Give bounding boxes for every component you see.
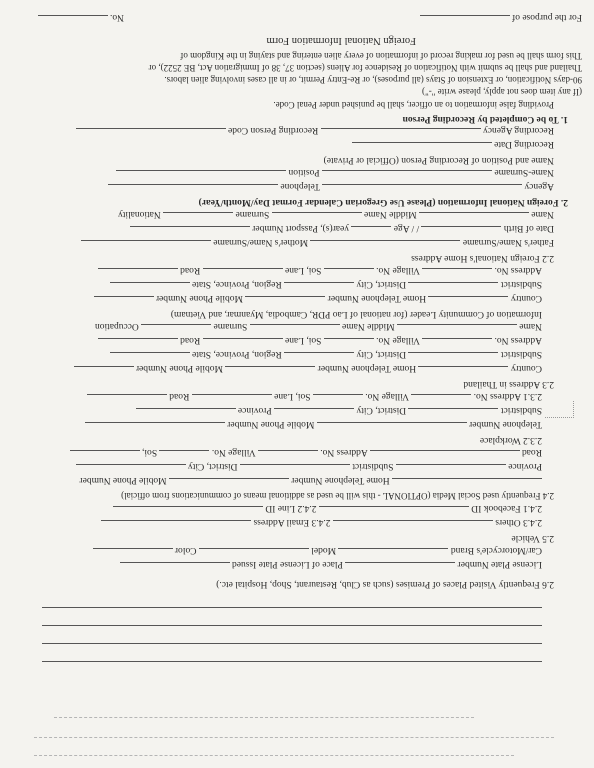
recording-agency-field[interactable] bbox=[321, 128, 481, 138]
mobile-field[interactable] bbox=[94, 296, 154, 306]
leader-district-city-label: District, City bbox=[356, 349, 407, 359]
leader-middle-name-field[interactable] bbox=[250, 324, 340, 334]
purpose-blank[interactable] bbox=[420, 15, 510, 25]
workplace-province-label: Province bbox=[508, 461, 542, 471]
thailand-district-row bbox=[136, 404, 542, 418]
workplace-province-field[interactable] bbox=[396, 464, 506, 474]
workplace-address-no-field[interactable] bbox=[258, 450, 318, 460]
workplace-soi-label: Soi, bbox=[142, 447, 158, 457]
leader-surname-field[interactable] bbox=[141, 324, 211, 334]
mother-label: Mother's Name/Surname bbox=[213, 237, 309, 247]
nationality-label: Nationality bbox=[118, 209, 161, 219]
thailand-telephone-row bbox=[85, 418, 542, 432]
leader-occupation-label: Occupation bbox=[94, 321, 139, 331]
country-field[interactable] bbox=[428, 296, 508, 306]
passport-label: Passport Number bbox=[252, 223, 318, 233]
address-no-label: Address No. bbox=[494, 265, 542, 275]
leader-address-no-field[interactable] bbox=[422, 338, 492, 348]
country-label: Country bbox=[510, 293, 542, 303]
plate-place-label: Place of License Plate Issued bbox=[232, 559, 343, 569]
leader-village-no-field[interactable] bbox=[324, 338, 374, 348]
recording-agency-label: Recording Agency bbox=[483, 125, 554, 135]
leader-home-tel-label: Home Telephone Number bbox=[317, 363, 417, 373]
home-address-row bbox=[98, 264, 542, 278]
th-province-label: Province bbox=[237, 405, 272, 415]
intro-line-4: (If any item does not apply, please write "-") bbox=[422, 87, 582, 97]
email-label: 2.4.3 Email Address bbox=[253, 517, 331, 527]
surname-label: Surname bbox=[235, 209, 270, 219]
facebook-field[interactable] bbox=[319, 506, 469, 516]
workplace-phone-row bbox=[79, 474, 542, 488]
mother-field[interactable] bbox=[81, 240, 211, 250]
middle-name-label: Middle Name bbox=[364, 209, 417, 219]
leader-soi-lane-label: Soi, Lane bbox=[284, 335, 322, 345]
th-mobile-label: Mobile Phone Number bbox=[227, 419, 315, 429]
home-tel-field[interactable] bbox=[245, 296, 325, 306]
leader-road-field[interactable] bbox=[98, 338, 178, 348]
number-blank[interactable] bbox=[38, 15, 108, 25]
village-no-label: Village No. bbox=[376, 265, 420, 275]
name-field[interactable] bbox=[419, 212, 529, 222]
places-line-4[interactable] bbox=[42, 661, 542, 662]
leader-address-row bbox=[98, 334, 542, 348]
margin-mark bbox=[545, 401, 574, 418]
workplace-district-city-field[interactable] bbox=[76, 464, 186, 474]
middle-name-field[interactable] bbox=[272, 212, 362, 222]
th-province-field[interactable] bbox=[136, 408, 236, 418]
places-line-3[interactable] bbox=[42, 643, 542, 644]
th-soi-lane-field[interactable] bbox=[192, 394, 272, 404]
recorder-position-label: Position bbox=[288, 167, 320, 177]
header-line bbox=[420, 11, 582, 25]
recording-person-code-field[interactable] bbox=[76, 128, 226, 138]
thailand-address-heading: 2.3 Address in Thailand bbox=[463, 379, 554, 389]
others-label: 2.4.3 Others bbox=[495, 517, 542, 527]
thailand-address-row bbox=[87, 390, 542, 404]
workplace-subdistrict-label: Subdistrict bbox=[352, 461, 394, 471]
social-ids-row bbox=[113, 502, 542, 516]
line-label: 2.4.2 Line ID bbox=[265, 503, 317, 513]
agency-telephone-row bbox=[108, 180, 554, 194]
th-road-label: Road bbox=[169, 391, 190, 401]
father-field[interactable] bbox=[310, 240, 460, 250]
vehicle-brand-label: Car/Motorcycle's Brand bbox=[450, 545, 542, 555]
agency-label: Agency bbox=[524, 181, 554, 191]
th-address-no-label: 2.3.1 Address No. bbox=[473, 391, 542, 401]
form-title: Foreign National Information Form bbox=[266, 35, 416, 46]
leader-middle-name-label: Middle Name bbox=[342, 321, 395, 331]
workplace-heading: 2.3.2 Workplace bbox=[479, 435, 542, 445]
workplace-soi-field[interactable] bbox=[70, 450, 140, 460]
name-label: Name bbox=[531, 209, 554, 219]
header-number bbox=[38, 11, 124, 25]
leader-name-field[interactable] bbox=[397, 324, 517, 334]
name-row bbox=[118, 208, 554, 222]
soi-lane-label: Soi, Lane bbox=[284, 265, 322, 275]
road-field[interactable] bbox=[98, 268, 178, 278]
leader-district-row bbox=[110, 348, 542, 362]
father-label: Father's Name/Surname bbox=[462, 237, 554, 247]
plate-number-label: License Plate Number bbox=[457, 559, 542, 569]
telephone-field[interactable] bbox=[108, 184, 278, 194]
places-line-2[interactable] bbox=[42, 625, 542, 626]
workplace-district-city-label: District, City bbox=[187, 461, 238, 471]
workplace-road-field[interactable] bbox=[370, 450, 520, 460]
social-media-heading: 2.4 Frequently used Social Media (OPTIONAL - this will be used as additional means of communications from official) bbox=[121, 491, 554, 501]
places-line-1[interactable] bbox=[42, 607, 542, 608]
home-address-heading: 2.2 Foreign National's Home Address bbox=[411, 253, 554, 263]
dob-separator: / / bbox=[411, 223, 420, 233]
leader-country-row bbox=[74, 362, 542, 376]
surname-field[interactable] bbox=[163, 212, 233, 222]
social-others-row bbox=[101, 516, 542, 530]
age-field[interactable] bbox=[351, 226, 391, 236]
th-soi-lane-label: Soi, Lane bbox=[274, 391, 311, 401]
leader-village-no-label: Village No. bbox=[376, 335, 420, 345]
leader-subdistrict-label: Subdistrict bbox=[500, 349, 542, 359]
leader-address-no-label: Address No. bbox=[494, 335, 542, 345]
email-field[interactable] bbox=[101, 520, 251, 530]
others-field[interactable] bbox=[333, 520, 493, 530]
header-purpose-label: For the purpose of bbox=[512, 12, 582, 22]
vehicle-brand-row bbox=[93, 544, 542, 558]
intro-line-1: This form shall be used for making record of information of every alien entering and staying in the Kingdom of bbox=[180, 51, 582, 61]
mobile-label: Mobile Phone Number bbox=[155, 293, 243, 303]
intro-line-2: Thailand and shall be submit with Notification of Residence for Aliens (section 37, 38 of Immigration Act, BE 2522), or bbox=[148, 63, 582, 73]
leader-district-city-field[interactable] bbox=[284, 352, 354, 362]
recording-date-field[interactable] bbox=[352, 142, 492, 152]
workplace-village-no-label: Village No. bbox=[211, 447, 256, 457]
scan-artifact-line bbox=[34, 737, 554, 738]
telephone-label: Telephone bbox=[280, 181, 320, 191]
recorder-name-label: Name-Surname bbox=[494, 167, 554, 177]
father-row bbox=[81, 236, 554, 250]
th-road-field[interactable] bbox=[87, 394, 167, 404]
leader-name-label: Name bbox=[519, 321, 542, 331]
th-village-no-label: Village No. bbox=[365, 391, 410, 401]
agency-field[interactable] bbox=[322, 184, 522, 194]
vehicle-model-label: Model bbox=[311, 545, 337, 555]
village-no-field[interactable] bbox=[324, 268, 374, 278]
workplace-mobile-label: Mobile Phone Number bbox=[79, 475, 167, 485]
workplace-village-no-field[interactable] bbox=[159, 450, 209, 460]
workplace-road-label: Road bbox=[521, 447, 542, 457]
workplace-subdistrict-field[interactable] bbox=[240, 464, 350, 474]
leader-name-row bbox=[95, 320, 542, 334]
leader-country-label: Country bbox=[510, 363, 542, 373]
district-city-field[interactable] bbox=[284, 282, 354, 292]
road-label: Road bbox=[180, 265, 201, 275]
th-district-city-label: District, City bbox=[356, 405, 407, 415]
th-telephone-field[interactable] bbox=[317, 422, 467, 432]
th-subdistrict-label: Subdistrict bbox=[500, 405, 542, 415]
plate-number-field[interactable] bbox=[345, 562, 455, 572]
facebook-label: 2.4.1 Facebook ID bbox=[471, 503, 542, 513]
workplace-address-row bbox=[70, 446, 542, 460]
workplace-province-row bbox=[76, 460, 542, 474]
leader-surname-label: Surname bbox=[213, 321, 248, 331]
name-position-row bbox=[116, 166, 554, 180]
vehicle-color-label: Color bbox=[174, 545, 197, 555]
vehicle-plate-row bbox=[120, 558, 542, 572]
workplace-telephone-field[interactable] bbox=[392, 478, 542, 488]
passport-field[interactable] bbox=[130, 226, 250, 236]
line-field[interactable] bbox=[113, 506, 263, 516]
vehicle-heading: 2.5 Vehicle bbox=[511, 533, 554, 543]
workplace-home-tel-field[interactable] bbox=[169, 478, 289, 488]
frequent-places-heading: 2.6 Frequently Visited Places of Premises (such as Club, Restaurant, Shop, Hospital etc.) bbox=[216, 579, 554, 589]
recording-date-label: Recording Date bbox=[494, 139, 554, 149]
leader-soi-lane-field[interactable] bbox=[203, 338, 283, 348]
subdistrict-label: Subdistrict bbox=[500, 279, 542, 289]
home-district-row bbox=[110, 278, 542, 292]
years-label: year(s), bbox=[320, 223, 350, 233]
vehicle-color-field[interactable] bbox=[93, 548, 173, 558]
penal-code-note: Providing false information to an officer, shall be punished under Penal Code. bbox=[273, 100, 554, 110]
leader-subdistrict-field[interactable] bbox=[408, 352, 498, 362]
header-number-label: No. bbox=[110, 12, 124, 22]
dob-row bbox=[130, 222, 554, 236]
community-leader-heading: Information of Community Leader (for national of Lao PDR, Cambodia, Myanmar, and Vietnam) bbox=[170, 309, 542, 319]
plate-place-field[interactable] bbox=[120, 562, 230, 572]
soi-lane-field[interactable] bbox=[203, 268, 283, 278]
home-tel-label: Home Telephone Number bbox=[327, 293, 427, 303]
vehicle-model-field[interactable] bbox=[199, 548, 309, 558]
intro-line-3: 90-days Notification, or Extension of Stays (all purposes), or Re-Entry Permit, or in all cases involving alien labors. bbox=[164, 75, 582, 85]
th-village-no-field[interactable] bbox=[313, 394, 363, 404]
scan-artifact-line bbox=[34, 755, 514, 756]
workplace-address-no-label: Address No. bbox=[320, 447, 368, 457]
section-1-heading: 1. To be Completed by Recording Person bbox=[402, 114, 568, 124]
scan-artifact-line bbox=[54, 717, 474, 718]
th-district-city-field[interactable] bbox=[274, 408, 354, 418]
dob-label: Date of Birth bbox=[503, 223, 554, 233]
region-field[interactable] bbox=[110, 282, 190, 292]
leader-home-tel-field[interactable] bbox=[225, 366, 315, 376]
leader-mobile-label: Mobile Phone Number bbox=[135, 363, 223, 373]
region-label: Region, Province, State bbox=[191, 279, 282, 289]
th-address-no-field[interactable] bbox=[411, 394, 471, 404]
leader-country-field[interactable] bbox=[418, 366, 508, 376]
recorder-name-field[interactable] bbox=[322, 170, 492, 180]
recording-date-row bbox=[352, 138, 554, 152]
address-no-field[interactable] bbox=[422, 268, 492, 278]
th-telephone-label: Telephone Number bbox=[469, 419, 542, 429]
recording-agency-row bbox=[76, 124, 554, 138]
leader-region-field[interactable] bbox=[110, 352, 190, 362]
recording-person-row bbox=[324, 154, 554, 166]
vehicle-brand-field[interactable] bbox=[338, 548, 448, 558]
th-mobile-field[interactable] bbox=[85, 422, 225, 432]
recorder-position-field[interactable] bbox=[116, 170, 286, 180]
workplace-home-tel-label: Home Telephone Number bbox=[291, 475, 390, 485]
subdistrict-field[interactable] bbox=[408, 282, 498, 292]
leader-mobile-field[interactable] bbox=[74, 366, 134, 376]
recording-person-label: Name and Position of Recording Person (Official or Private) bbox=[323, 155, 554, 165]
dob-field[interactable] bbox=[421, 226, 501, 236]
district-city-label: District, City bbox=[356, 279, 407, 289]
leader-region-label: Region, Province, State bbox=[191, 349, 282, 359]
home-country-row bbox=[94, 292, 542, 306]
age-label: Age bbox=[393, 223, 410, 233]
section-2-heading: 2. Foreign National Information (Please Use Gregorian Calendar Format Day/Month/Year) bbox=[198, 197, 568, 207]
recording-person-code-label: Recording Person Code bbox=[228, 125, 319, 135]
th-subdistrict-field[interactable] bbox=[408, 408, 498, 418]
leader-road-label: Road bbox=[180, 335, 201, 345]
